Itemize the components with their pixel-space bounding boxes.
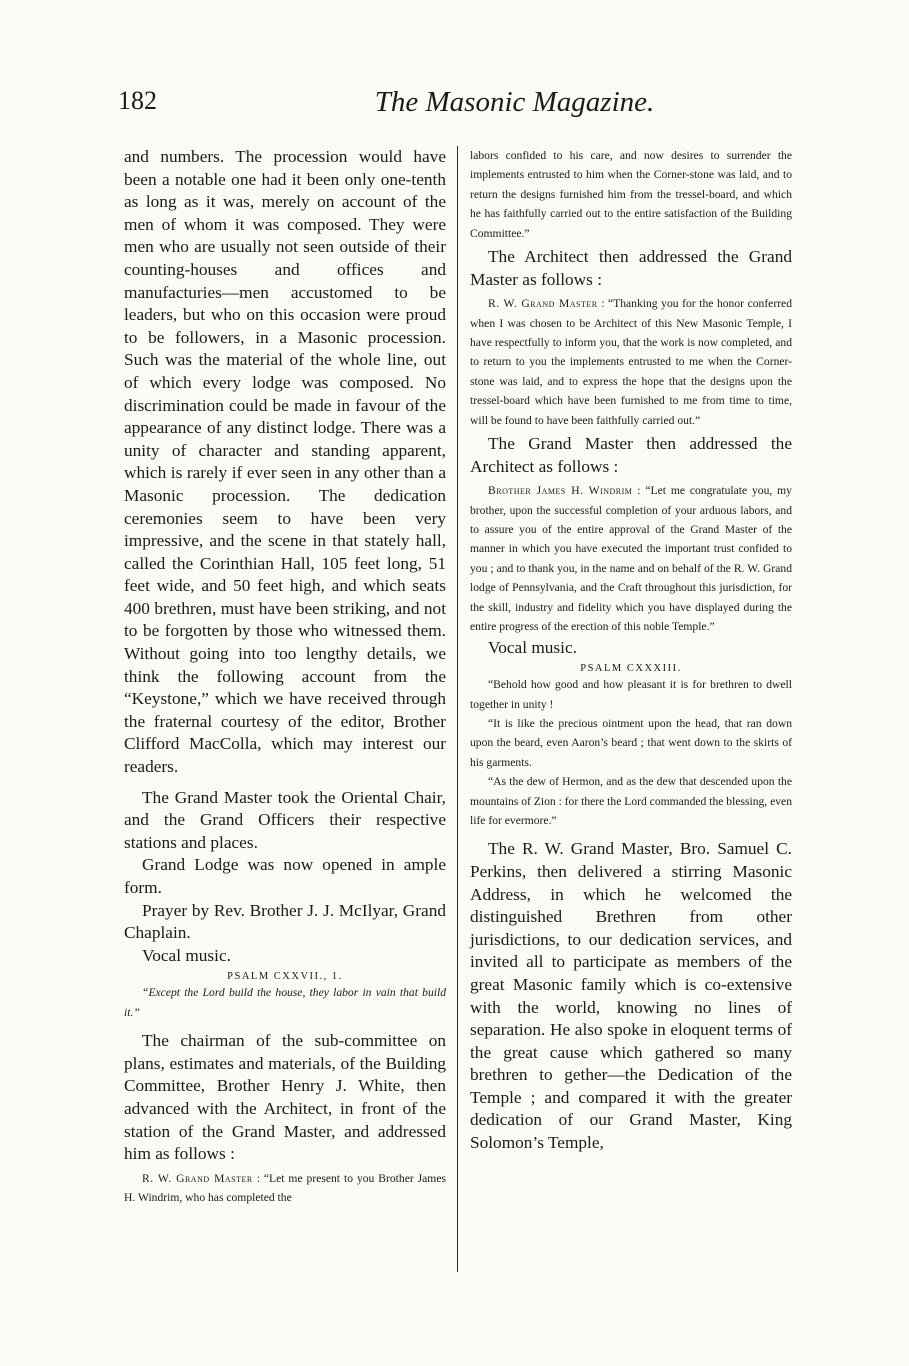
psalm-verse: “Except the Lord build the house, they labor in vain that build it.” (124, 986, 446, 1019)
psalm-verse: “As the dew of Hermon, and as the dew that descended upon the mountains of Zion : for there the Lord commanded the blessing, even life for evermore.” (470, 775, 792, 827)
psalm-verse: “Behold how good and how pleasant it is for brethren to dwell together in unity ! (470, 678, 792, 711)
speech-text: : “Thanking you for the honor conferred when I was chosen to be Architect of this New Masonic Temple, I have respectfully to inform you, that the work is now completed, and to return to you the implements entrusted to me when the Corner-stone was laid, and to express the hope that the designs upon the tressel-board which have been furnished to me from time to time, will be found to have been faithfully carried out.” (470, 297, 792, 427)
paragraph-grand-master-addresses: The Grand Master then addressed the Architect as follows : (470, 434, 792, 476)
right-column (470, 146, 792, 1155)
page-number: 182 (118, 86, 157, 115)
paragraph-address: The R. W. Grand Master, Bro. Samuel C. Perkins, then delivered a stirring Masonic Address, in which he welcomed the distinguished Brethren from other jurisdictions, to our dedication services, and invited all to participate as members of the great Masonic family which is co-extensive with the world, knowing no lines of separation. He also spoke in eloquent terms of the great cause which gathered so many brethren to gether—the Dedication of the Temple ; and compared it with the greater dedication of our Grand Master, King Solomon’s Temple, (470, 839, 792, 1153)
paragraph-prayer: Prayer by Rev. Brother J. J. McIlyar, Grand Chaplain. (124, 900, 446, 943)
running-title: The Masonic Magazine. (374, 86, 655, 118)
psalm-verse: “It is like the precious ointment upon the head, that ran down upon the beard, even Aaron’s beard ; that went down to the skirts of his garments. (470, 716, 792, 769)
paragraph-vocal-music: Vocal music. (142, 945, 231, 965)
speech-grand-master (470, 481, 792, 636)
speech-addressee: Brother James H. Windrim (488, 484, 633, 498)
paragraph-architect-addresses: The Architect then addressed the Grand Master as follows : (470, 247, 792, 289)
paragraph-chairman: The chairman of the sub-committee on plans, estimates and materials, of the Building Committee, Brother Henry J. White, then advanced with the Architect, in front of the station of the Grand Master, and addressed him as follows : (124, 1031, 446, 1164)
paragraph-vocal-music: Vocal music. (488, 637, 577, 657)
paragraph-oriental-chair: The Grand Master took the Oriental Chair, and the Grand Officers their respective stations and places. (124, 787, 446, 852)
speech-text: : “Let me congratulate you, my brother, upon the successful completion of your arduous labors, and to assure you of the entire approval of the Grand Master of the manner in which you have executed the important trust confided to you ; and to thank you, in the name and on behalf of the R. W. Grand lodge of Pennsylvania, and the Craft throughout this jurisdiction, for the skill, industry and fidelity which you have displayed during the entire progress of the erection of this noble Temple.” (470, 484, 792, 634)
speech-text: : “Let me present to you Brother James H. Windrim, who has completed the (124, 1171, 446, 1205)
psalm-heading: PSALM CXXXIII. (580, 663, 682, 675)
speech-architect (470, 294, 792, 430)
speech-chairman (124, 1169, 446, 1208)
left-column (124, 146, 446, 1208)
speech-addressee: R. W. Grand Master (142, 1171, 253, 1185)
speech-addressee: R. W. Grand Master (488, 297, 598, 311)
speech-chairman-continued: labors confided to his care, and now desires to surrender the implements entrusted to him when the Corner-stone was laid, and to return the designs furnished him from the tressel-board, and which he has faithfully carried out to the entire satisfaction of the Building Committee.” (470, 149, 792, 240)
paragraph-procession: and numbers. The procession would have been a notable one had it been only one-tenth as long as it was, merely on account of the men of whom it was composed. They were men who are usually not seen outside of their counting-houses and offices and manufacturies—men accustomed to be leaders, but who on this occasion were proud to be followers, in a Masonic procession. Such was the material of the whole line, out of which every lodge was composed. No discrimination could be made in favour of the appearance of any distinct lodge. There was a unity of character and standing apparent, which is rarely if ever seen in any other than a Masonic procession. The dedication ceremonies seem to have been very impressive, and the scene in that stately hall, called the Corinthian Hall, 105 feet long, 51 feet wide, and 50 feet high, and which seats 400 brethren, must have been striking, and not to be forgotten by those who witnessed them. Without going into too lengthy details, we think the following account from the “Keystone,” which we have received through the fraternal courtesy of the editor, Brother Clifford MacColla, which may interest our readers. (124, 147, 446, 777)
column-divider (457, 146, 458, 1272)
paragraph-lodge-opened: Grand Lodge was now opened in ample form. (124, 855, 446, 897)
psalm-heading: PSALM CXXVII., 1. (227, 971, 343, 983)
